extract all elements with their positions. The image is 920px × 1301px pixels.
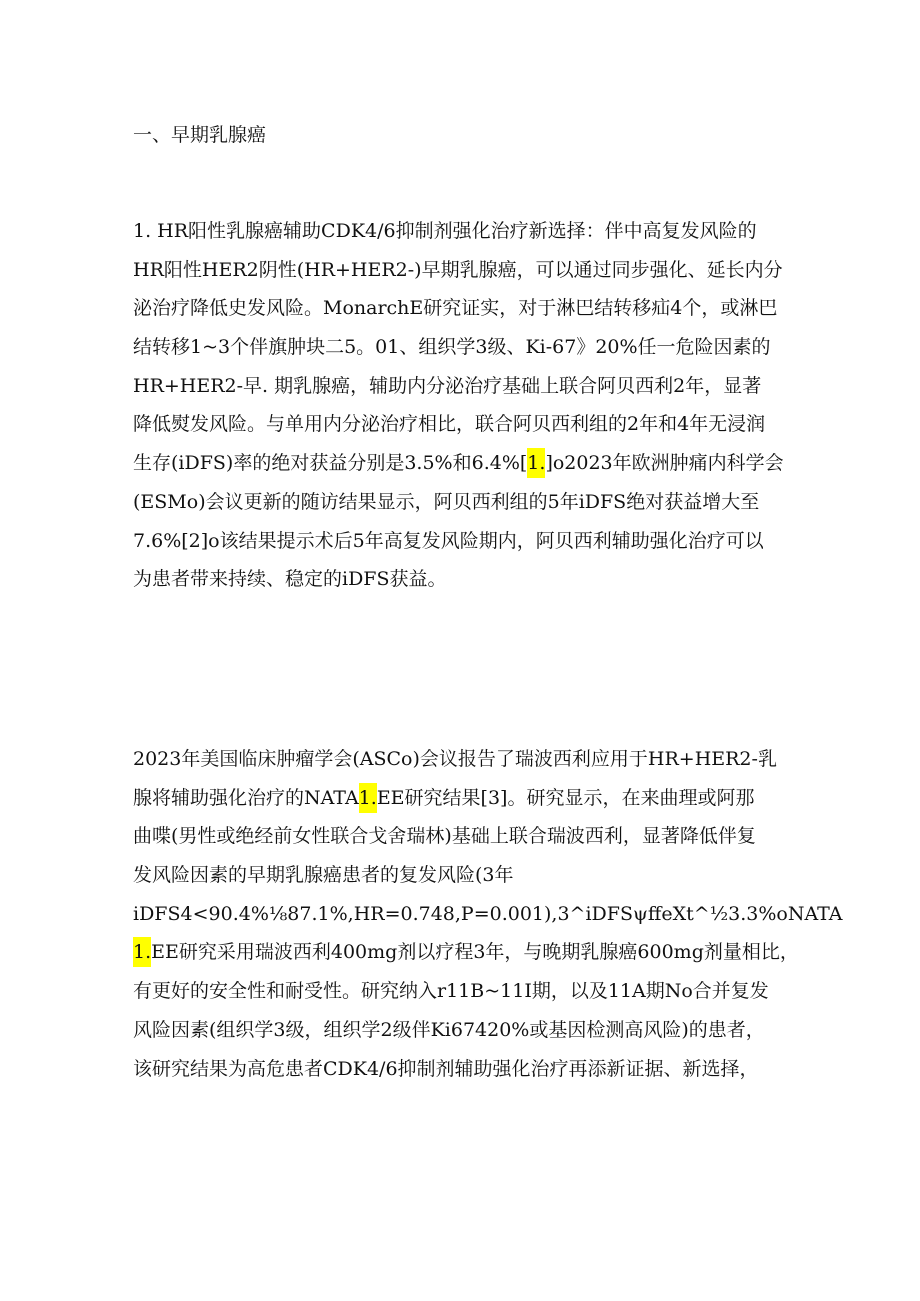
text-line: (ESMo)会议更新的随访结果显示，阿贝西利组的5年iDFS绝对获益增大至 bbox=[133, 490, 760, 513]
text-line: 发风险因素的早期乳腺癌患者的复发风险(3年 bbox=[133, 864, 514, 887]
text-line: 为患者带来持续、稳定的iDFS获益。 bbox=[133, 568, 447, 591]
text-line: 风险因素(组织学3级，组织学2级伴Ki67420%或基因检测高风险)的患者， bbox=[133, 1018, 765, 1041]
text-line: 降低熨发风险。与单用内分泌治疗相比，联合阿贝西利组的2年和4年无浸润 bbox=[133, 413, 766, 436]
text-line: HR+HER2-早. 期乳腺癌，辅助内分泌治疗基础上联合阿贝西利2年，显著 bbox=[133, 374, 762, 397]
text-line bbox=[133, 779, 793, 818]
text-line: 泌治疗降低史发风险。MonarchE研究证实，对于淋巴结转移疝4个，或淋巴 bbox=[133, 297, 778, 320]
text-line: HR阳性HER2阴性(HR+HER2-)早期乳腺癌，可以通过同步强化、延长内分 bbox=[133, 258, 783, 281]
text-line: 有更好的安全性和耐受性。研究纳入r11B~11I期，以及11A期No合并复发 bbox=[133, 980, 769, 1003]
text-line: iDFS4<90.4%⅛87.1%,HR=0.748,P=0.001),3^iDFSψffeXt^½3.3%oNATA bbox=[133, 902, 843, 925]
text-line: 2023年美国临床肿瘤学会(ASCo)会议报告了瑞波西利应用于HR+HER2-乳 bbox=[133, 748, 777, 770]
text-line: 该研究结果为高危患者CDK4/6抑制剂辅助强化治疗再添新证据、新选择， bbox=[133, 1057, 759, 1080]
text-segment: EE研究结果[3]。研究显示，在来曲理或阿那 bbox=[376, 786, 755, 809]
text-line: 结转移1~3个伴旗肿块二5。01、组织学3级、Ki-67》20%任一危险因素的 bbox=[133, 336, 771, 359]
text-segment: 腺将辅助强化治疗的NATA bbox=[133, 786, 359, 809]
highlighted-citation: 1. bbox=[527, 448, 545, 478]
text-line: 1. HR阳性乳腺癌辅助CDK4/6抑制剂强化治疗新选择：伴中高复发风险的 bbox=[133, 220, 757, 242]
highlighted-text: 1. bbox=[133, 937, 151, 967]
paragraph-2 bbox=[133, 740, 843, 1088]
text-line: 7.6%[2]o该结果提示术后5年高复发风险期内，阿贝西利辅助强化治疗可以 bbox=[133, 529, 764, 552]
paragraph-1 bbox=[133, 212, 793, 599]
section-heading: 一、早期乳腺癌 bbox=[133, 124, 267, 146]
text-line bbox=[133, 933, 799, 972]
text-segment: 生存(iDFS)率的绝对获益分别是3.5%和6.4%[ bbox=[133, 452, 528, 475]
text-segment: ]o2023年欧洲肿痛内科学会 bbox=[545, 452, 784, 475]
highlighted-text: 1. bbox=[359, 783, 377, 813]
text-line: 曲喋(男性或绝经前女性联合戈舍瑞林)基础上联合瑞波西利，显著降低伴复 bbox=[133, 825, 756, 848]
text-segment: EE研究采用瑞波西利400mg剂以疗程3年，与晚期乳腺癌600mg剂量相比， bbox=[151, 941, 799, 964]
text-line bbox=[133, 444, 793, 483]
